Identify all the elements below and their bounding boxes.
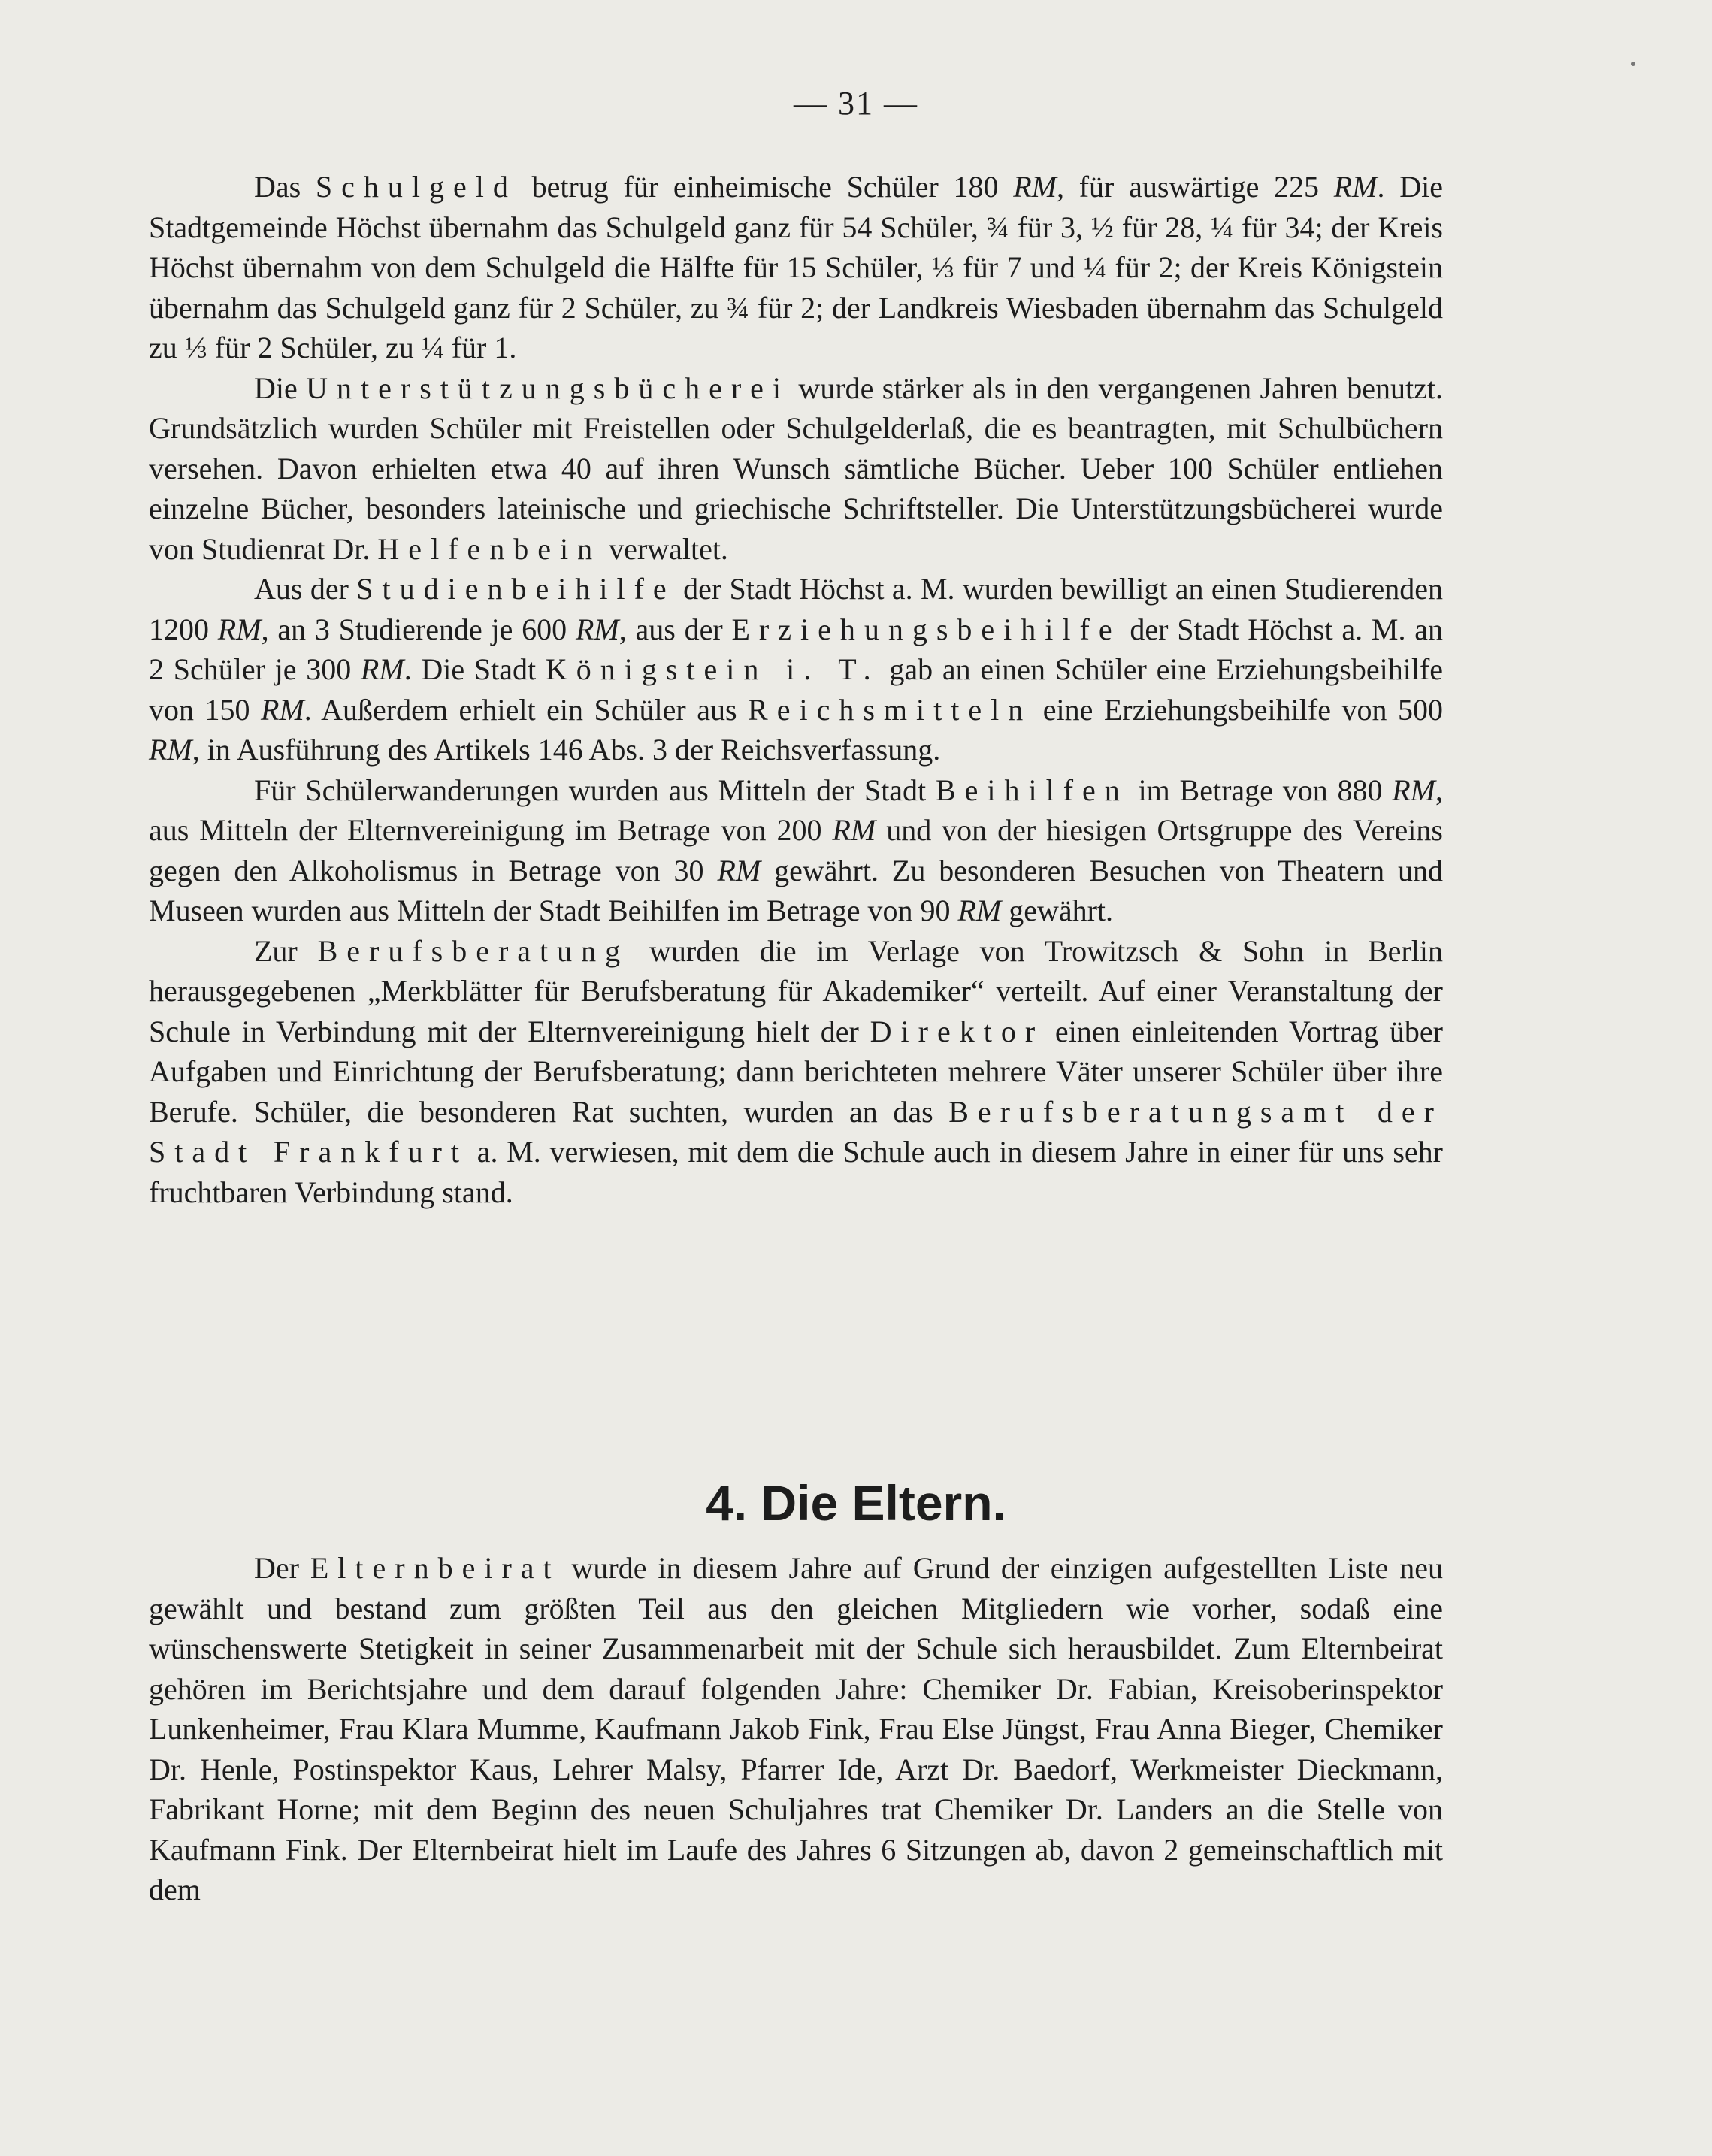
text-run: , in Ausführung des Artikels 146 Abs. 3 der Reichsverfassung. <box>192 733 941 767</box>
text-run: Das <box>254 170 316 204</box>
text-run: verwaltet. <box>601 531 728 566</box>
currency-symbol: RM <box>1013 170 1057 204</box>
page-number: — 31 — <box>794 85 918 122</box>
currency-symbol: RM <box>832 813 876 847</box>
text-run: der Stadt Höchst a. M. wurden bewilligt an einen Studierenden 1200 <box>149 572 1443 646</box>
text-run: a. M. verwiesen, mit dem die Schule auch in diesem Jahre in einer für uns sehr fruchtbaren Verbindung stand. <box>149 1135 1443 1209</box>
spaced-emphasis: Unterstützungsbücherei <box>306 370 791 405</box>
paragraph <box>149 770 1443 931</box>
text-run: . Die Stadtgemeinde Höchst übernahm das Schulgeld ganz für 54 Schüler, ¾ für 3, ½ für 28, ¼ für 34; der Kreis Höchst übernahm von dem Schulgeld die Hälfte für 15 Schüler, ⅓ für 7 und ¼ für 2; der Kreis Königstein übernahm das Schulgeld ganz für 2 Schüler, zu ¾ für 2; der Landkreis Wiesbaden übernahm das Schulgeld zu ⅓ für 2 Schüler, zu ¼ für 1. <box>149 170 1443 364</box>
text-run: betrug für einheimische Schüler 180 <box>516 170 1014 204</box>
spaced-emphasis: Berufsberatung <box>317 933 630 968</box>
paragraph <box>149 368 1443 570</box>
section-heading: 4. Die Eltern. <box>706 1475 1006 1531</box>
body-text-after-heading <box>149 1548 1443 1910</box>
currency-symbol: RM <box>575 612 619 646</box>
text-run: Die <box>254 370 307 405</box>
spaced-emphasis: Direktor <box>870 1014 1045 1048</box>
paragraph <box>149 931 1443 1213</box>
spaced-emphasis: Studienbeihilfe <box>356 572 676 606</box>
text-run: im Betrage von 880 <box>1128 773 1393 807</box>
ink-speck <box>1631 62 1635 66</box>
text-run: Aus der <box>254 572 357 606</box>
spaced-emphasis: Berufsberatungsamt der Stadt Frankfurt <box>149 1094 1443 1169</box>
text-run: , an 3 Studierende je 600 <box>261 612 576 646</box>
spaced-emphasis: Königstein i. T. <box>545 652 880 686</box>
spaced-emphasis: Beihilfen <box>935 773 1129 807</box>
text-run: wurden die im Verlage von Trowitzsch & Sohn in Berlin herausgegebenen „Merkblätter für Berufsberatung für Akademiker“ verteilt. Auf einer Veranstaltung der Schule in Verbindung mit der Elternvereinigung hielt der <box>149 933 1443 1048</box>
currency-symbol: RM <box>1333 170 1378 204</box>
text-run: , aus der <box>619 612 732 646</box>
text-run: gewährt. <box>1001 894 1114 927</box>
spaced-emphasis: Schulgeld <box>315 170 517 204</box>
text-run: gewährt. Zu besonderen Besuchen von Theatern und Museen wurden aus Mitteln der Stadt Beihilfen im Betrage von 90 <box>149 853 1444 927</box>
text-run: Zur <box>254 933 318 968</box>
spaced-emphasis: Reichsmitteln <box>748 692 1033 727</box>
currency-symbol: RM <box>957 894 1002 927</box>
paragraph <box>149 569 1443 770</box>
currency-symbol: RM <box>149 733 192 767</box>
text-run: , für auswärtige 225 <box>1057 170 1334 204</box>
spaced-emphasis: Erziehungsbeihilfe <box>731 612 1121 646</box>
paragraph <box>149 1548 1443 1910</box>
text-run: . Die Stadt <box>404 652 546 686</box>
text-run: der Stadt Höchst a. M. an 2 Schüler je 300 <box>149 612 1443 686</box>
text-run: gab an einen Schüler eine Erziehungsbeihilfe von 150 <box>149 652 1444 727</box>
currency-symbol: RM <box>217 612 262 646</box>
currency-symbol: RM <box>1392 773 1435 807</box>
spaced-emphasis: Elternbeirat <box>310 1551 561 1585</box>
text-run: und von der hiesigen Ortsgruppe des Vereins gegen den Alkoholismus in Betrage von 30 <box>149 813 1443 887</box>
text-run: eine Erziehungsbeihilfe von 500 <box>1032 692 1443 727</box>
text-run: Für Schülerwanderungen wurden aus Mitteln der Stadt <box>254 773 936 807</box>
text-run: wurde in diesem Jahre auf Grund der einzigen aufgestellten Liste neu gewählt und bestand zum größten Teil aus den gleichen Mitgliedern wie vorher, sodaß eine wünschenswerte Stetigkeit in seiner Zusammenarbeit mit der Schule sich herausbildet. Zum Elternbeirat gehören im Berichtsjahre und dem darauf folgenden Jahre: Chemiker Dr. Fabian, Kreisoberinspektor Lunkenheimer, Frau Klara Mumme, Kaufmann Jakob Fink, Frau Else Jüngst, Frau Anna Bieger, Chemiker Dr. Henle, Postinspektor Kaus, Lehrer Malsy, Pfarrer Ide, Arzt Dr. Baedorf, Werkmeister Dieckmann, Fabrikant Horne; mit dem Beginn des neuen Schuljahres trat Chemiker Dr. Landers an die Stelle von Kaufmann Fink. Der Elternbeirat hielt im Laufe des Jahres 6 Sitzungen ab, davon 2 gemeinschaftlich mit dem <box>149 1551 1443 1907</box>
text-run: , aus Mitteln der Elternvereinigung im Betrage von 200 <box>149 773 1443 847</box>
text-run: Der <box>254 1551 310 1585</box>
currency-symbol: RM <box>717 853 761 887</box>
spaced-emphasis: Helfenbein <box>377 531 602 566</box>
currency-symbol: RM <box>360 652 404 686</box>
text-run: einen einleitenden Vortrag über Aufgaben und Einrichtung der Berufsberatung; dann berichteten mehrere Väter unserer Schüler über ihre Berufe. Schüler, die besonderen Rat suchten, wurden an das <box>149 1014 1443 1129</box>
currency-symbol: RM <box>261 692 304 727</box>
body-text-before-heading <box>149 167 1443 1212</box>
text-run: wurde stärker als in den vergangenen Jahren benutzt. Grundsätzlich wurden Schüler mit Freistellen oder Schulgelderlaß, die es beantragten, mit Schulbüchern versehen. Davon erhielten etwa 40 auf ihren Wunsch sämtliche Bücher. Ueber 100 Schüler entliehen einzelne Bücher, besonders lateinische und griechische Schriftsteller. Die Unterstützungsbücherei wurde von Studienrat Dr. <box>149 370 1443 566</box>
paragraph <box>149 167 1443 368</box>
text-run: . Außerdem erhielt ein Schüler aus <box>304 692 749 727</box>
